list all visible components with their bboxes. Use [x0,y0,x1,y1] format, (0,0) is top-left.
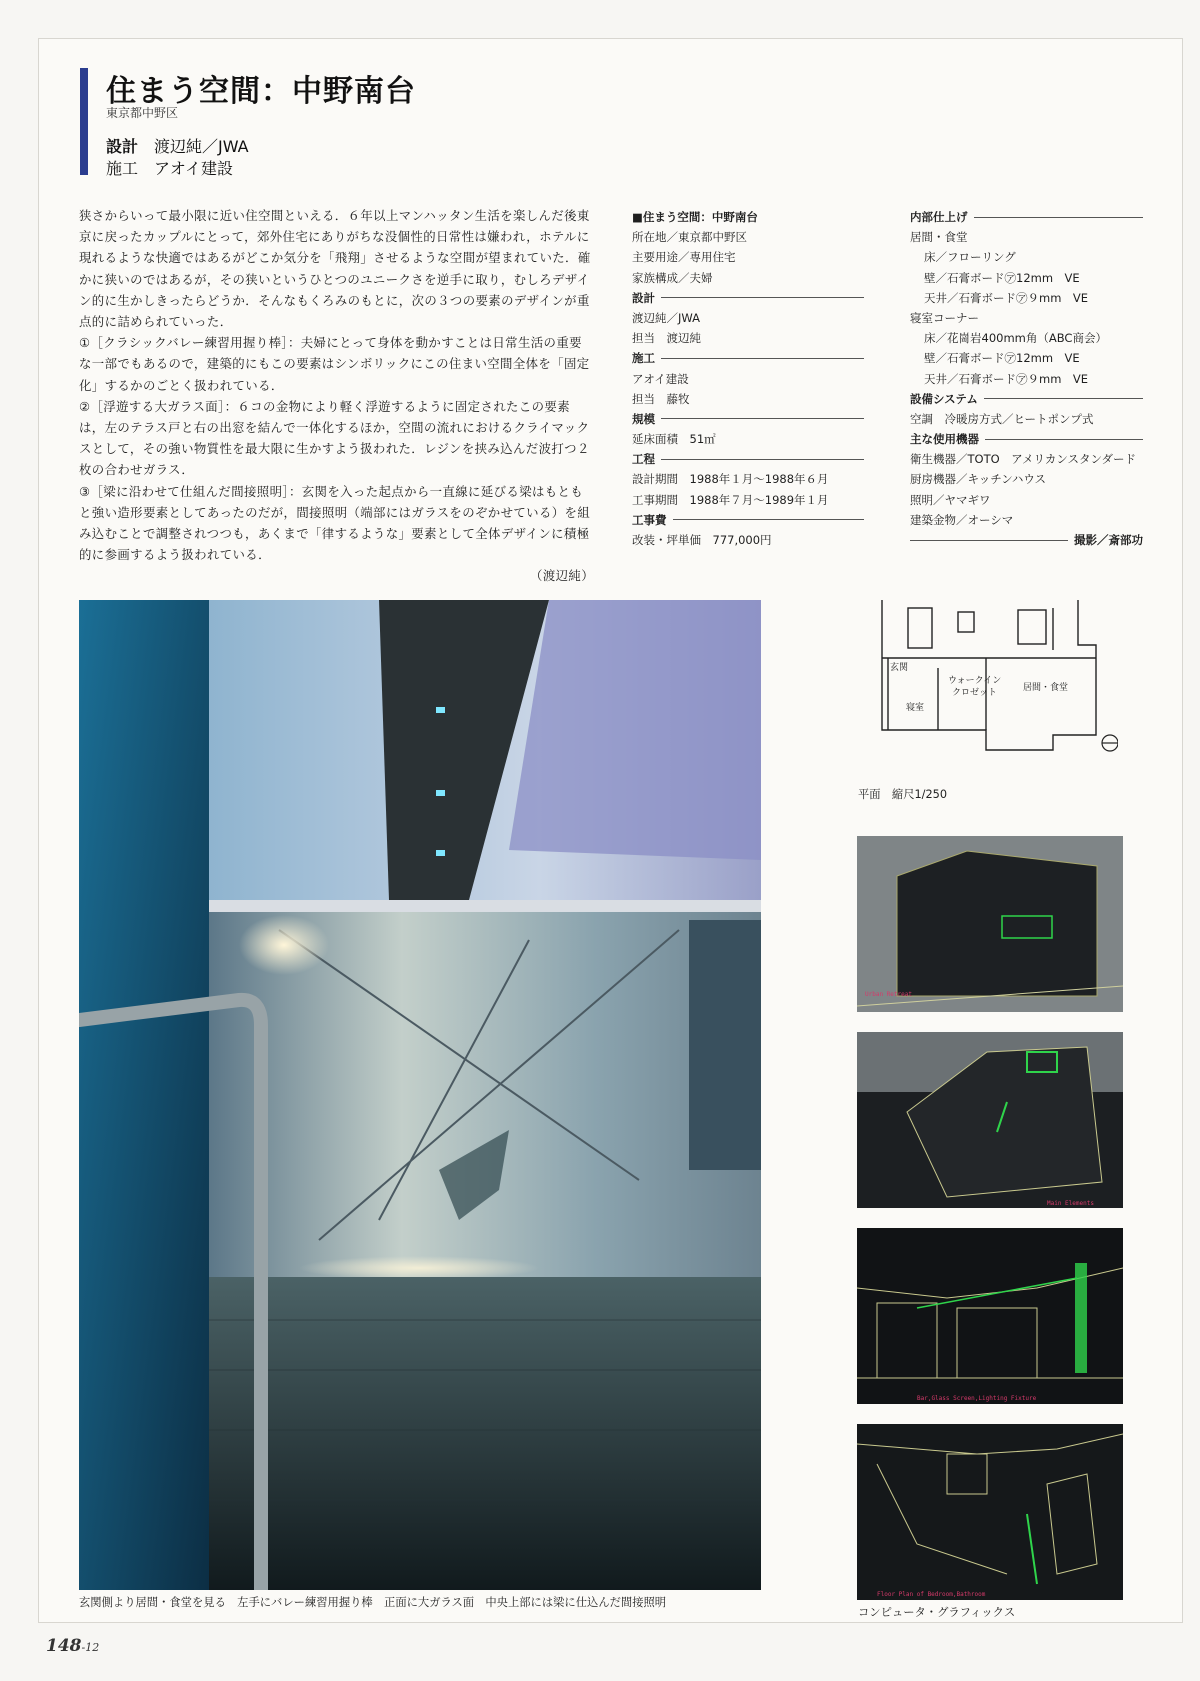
spec-item: 照明／ヤマギワ [910,492,991,507]
spec-heading-text: 工事費 [632,512,667,527]
spec-item: 家族構成／夫婦 [632,270,713,285]
photo-credit-rule [910,540,1068,541]
spec-item: 床／フローリング [924,250,1016,265]
article-location: 東京都中野区 [106,106,179,120]
spec-heading-rule [661,459,864,460]
construction-label: 施工 [106,159,139,178]
spec-item: アオイ建設 [632,371,689,386]
plan-label-bedroom: 寝室 [906,703,925,713]
spec-item: 居間・食堂 [910,230,968,245]
photo-credit [910,530,1143,550]
body-paragraph-intro: 狭さからいって最小限に近い住空間といえる．６年以上マンハッタン生活を楽しんだ後東京に戻ったカップルにとって，郊外住宅にありがちな没個性的日常性は嫌われ，ホテルに現れるような快適ではあるがどこか気分を「飛翔」させるような空間が望まれていた．確かに狭いのではあるが，その狭いというひとつのユニークさを逆手に取り，むしろデザイン的に生かしきったらどうか．そんなもくろみのもとに，次の３つの要素のデザインが重点的に詰められていった． [79,208,591,330]
spec-item: 床／花崗岩400mm角（ABC商会） [924,331,1107,346]
body-paragraph-1: ①［クラシックバレー練習用握り棒］：夫婦にとって身体を動かすことは日常生活の重要な一部でもあるので，建築的にもこの要素はシンボリックにこの住まい空間全体を「固定化」するかのごとく扱われている． [79,335,590,393]
spec-heading-text: 設備システム [910,391,978,406]
spec-heading [632,348,864,368]
spec-title: ■住まう空間：中野南台 [632,210,758,224]
spec-list-left [632,207,864,550]
body-paragraph-2: ②［浮遊する大ガラス面］：６コの金物により軽く浮遊するように固定されたこの要素は，左のテラス戸と右の出窓を結んで一体化するほか，空間の流れにおけるクライマックスとして，その強い物質性を最大限に生かすよう扱われた．レジンを挟み込んだ波打つ２枚の合わせガラス． [79,398,590,478]
spec-heading [632,288,864,308]
article-title: 住まう空間：中野南台 [106,74,416,109]
plan-caption: 平面 縮尺1/250 [858,788,948,801]
plan-label-living: 居間・食堂 [1023,683,1069,693]
cg-label-2: Main Elements [1047,1200,1094,1207]
spec-heading [910,429,1143,449]
spec-heading-rule [974,217,1144,218]
cg-label-1: Urban Retreat [865,991,912,998]
plan-label-entrance: 玄関 [890,663,909,673]
floor-plan-drawing [868,600,1118,770]
page-number-main: 148 [46,1636,82,1656]
spec-item: 担当 藤牧 [632,391,690,406]
page-number-sub: -12 [81,1641,100,1654]
spec-heading [632,510,864,530]
photo-credit-text: 撮影／斎部功 [1074,533,1143,547]
spec-item: 改装・坪単価 777,000円 [632,533,772,547]
spec-heading-rule [985,439,1143,440]
plan-label-closet: ウォークインクロゼット [948,676,1002,698]
cg-bedroom-drawing [857,1424,1123,1600]
spec-item: 工事期間 1988年７月〜1989年１月 [632,492,829,507]
cg-exterior-drawing [857,836,1123,1012]
spec-list-right [910,207,1143,550]
spec-item: 渡辺純／JWA [632,310,700,325]
body-paragraph-3: ③［梁に沿わせて仕組んだ間接照明］：玄関を入った起点から一直線に延びる梁はもともと強い造形要素としてあったのだが，間接照明（端部にはガラスをのぞかせている）を組み込むことで調整されつつも，あくまで「律するような」要素として全体デザインに積極的に参画するよう扱われている． [79,483,591,563]
cg-image-exterior [857,836,1123,1012]
spec-heading [632,449,864,469]
spec-item: 天井／石膏ボード㋐９mm VE [924,371,1089,386]
spec-heading [910,389,1143,409]
cg-label-4: Floor Plan of Bedroom,Bathroom [877,1591,986,1598]
cg-main-elements-drawing [857,1032,1123,1208]
spec-item: 主要用途／専用住宅 [632,250,736,265]
spec-heading [910,207,1143,227]
article-body [79,205,594,587]
spec-item: 天井／石膏ボード㋐９mm VE [924,290,1089,305]
spec-heading-text: 施工 [632,351,655,366]
spec-item: 厨房機器／キッチンハウス [910,472,1047,487]
design-credit [106,134,249,157]
spec-heading-text: 設計 [632,290,655,305]
page-number [46,1636,99,1656]
cg-label-3: Bar,Glass Screen,Lighting Fixture [917,1395,1037,1402]
spec-heading-rule [661,418,864,419]
cg-image-glass-screen [857,1228,1123,1404]
spec-heading-rule [661,358,864,359]
cg-image-bedroom [857,1424,1123,1600]
spec-item: 壁／石膏ボード㋐12mm VE [924,270,1080,285]
cg-caption: コンピュータ・グラフィックス [858,1606,1016,1619]
spec-item: 壁／石膏ボード㋐12mm VE [924,351,1080,366]
construction-value: アオイ建設 [154,159,234,178]
interior-photo-drawing [79,600,761,1590]
spec-heading-text: 工程 [632,452,655,467]
spec-item: 寝室コーナー [910,310,979,325]
interior-photo [79,600,761,1590]
spec-heading-text: 内部仕上げ [910,210,968,224]
spec-item: 空調 冷暖房方式／ヒートポンプ式 [910,411,1094,426]
title-accent-bar [80,68,88,175]
spec-heading-text: 規模 [632,411,655,426]
spec-item: 建築金物／オーシマ [910,512,1014,527]
floor-plan [868,600,1118,770]
spec-heading-rule [984,398,1143,399]
cg-image-main-elements [857,1032,1123,1208]
design-value: 渡辺純／JWA [154,137,249,156]
spec-item: 担当 渡辺純 [632,331,701,346]
design-label: 設計 [106,137,139,156]
spec-item: 設計期間 1988年１月〜1988年６月 [632,472,829,487]
photo-caption: 玄関側より居間・食堂を見る 左手にバレー練習用握り棒 正面に大ガラス面 中央上部には梁に仕込んだ間接照明 [79,1596,667,1609]
spec-heading-text: 主な使用機器 [910,432,979,447]
construction-credit [106,156,233,179]
spec-heading [632,409,864,429]
spec-item: 衛生機器／TOTO アメリカンスタンダード [910,452,1137,467]
spec-heading-rule [673,519,865,520]
spec-item: 延床面積 51㎡ [632,432,716,447]
spec-heading-rule [661,297,864,298]
cg-glass-screen-drawing [857,1228,1123,1404]
spec-item: 所在地／東京都中野区 [632,230,747,245]
body-signature: （渡辺純） [530,568,594,584]
